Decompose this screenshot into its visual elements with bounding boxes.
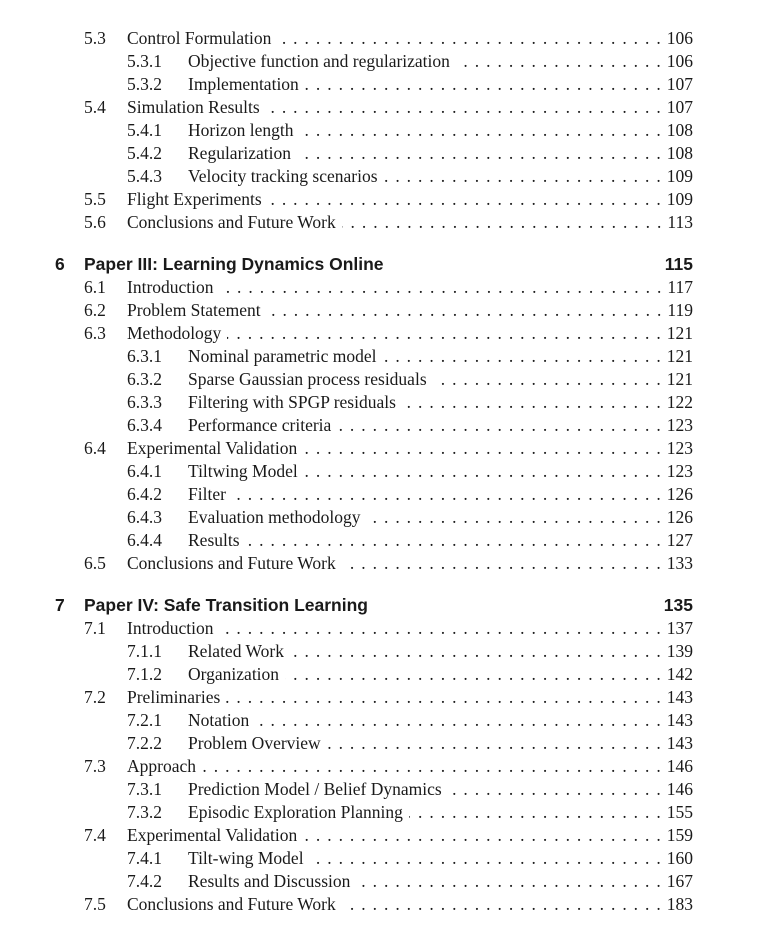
entry-page-number: 108 [666, 120, 693, 140]
entry-number: 7.3.2 [127, 802, 162, 822]
toc-entry[interactable] [0, 552, 781, 575]
entry-title: Evaluation methodology [188, 507, 361, 527]
dot-leader [303, 437, 660, 460]
entry-title: Control Formulation [127, 28, 272, 48]
toc-entry[interactable] [0, 391, 781, 414]
entry-number: 6.5 [84, 553, 106, 573]
dot-leader [342, 211, 662, 234]
entry-page-number: 113 [667, 212, 693, 232]
entry-number: 6.2 [84, 300, 106, 320]
dot-leader [433, 368, 661, 391]
dot-leader [202, 755, 661, 778]
entry-number: 6.3.4 [127, 415, 162, 435]
dot-leader [277, 27, 660, 50]
toc-entry[interactable] [0, 27, 781, 50]
toc-entry[interactable] [0, 188, 781, 211]
toc-entry[interactable] [0, 847, 781, 870]
entry-page-number: 121 [666, 346, 693, 366]
dot-leader [220, 276, 662, 299]
toc-chapter-entry[interactable] [0, 253, 781, 276]
toc-entry[interactable] [0, 119, 781, 142]
toc-entry[interactable] [0, 824, 781, 847]
entry-title: Implementation [188, 74, 299, 94]
dot-leader [402, 391, 661, 414]
toc-entry[interactable] [0, 437, 781, 460]
dot-leader [268, 188, 661, 211]
entry-number: 6.4.2 [127, 484, 162, 504]
entry-number: 6 [55, 254, 65, 274]
entry-title: Sparse Gaussian process residuals [188, 369, 427, 389]
entry-title: Related Work [188, 641, 284, 661]
dot-leader [290, 640, 661, 663]
entry-page-number: 146 [666, 756, 693, 776]
toc-entry[interactable] [0, 276, 781, 299]
entry-page-number: 123 [666, 461, 693, 481]
dot-leader [383, 345, 661, 368]
dot-leader [226, 686, 660, 709]
entry-page-number: 106 [666, 28, 693, 48]
entry-title: Results and Discussion [188, 871, 351, 891]
toc-entry[interactable] [0, 368, 781, 391]
dot-leader [255, 709, 661, 732]
toc-entry[interactable] [0, 801, 781, 824]
entry-title: Regularization [188, 143, 292, 163]
entry-page-number: 183 [666, 894, 693, 914]
toc-entry[interactable] [0, 870, 781, 893]
entry-number: 7.1.1 [127, 641, 162, 661]
toc-entry[interactable] [0, 322, 781, 345]
entry-title: Horizon length [188, 120, 294, 140]
toc-entry[interactable] [0, 414, 781, 437]
entry-number: 7.4.2 [127, 871, 162, 891]
entry-number: 5.3.2 [127, 74, 162, 94]
entry-number: 7.1.2 [127, 664, 162, 684]
entry-number: 6.1 [84, 277, 106, 297]
entry-title: Introduction [127, 618, 214, 638]
entry-title: Velocity tracking scenarios [188, 166, 378, 186]
entry-page-number: 107 [666, 74, 693, 94]
entry-page-number: 143 [666, 687, 693, 707]
entry-page-number: 109 [666, 166, 693, 186]
dot-leader [384, 165, 661, 188]
entry-title: Tilt-wing Model [188, 848, 304, 868]
entry-page-number: 109 [666, 189, 693, 209]
toc-entry[interactable] [0, 506, 781, 529]
entry-page-number: 155 [666, 802, 693, 822]
entry-title: Problem Statement [127, 300, 261, 320]
entry-title: Methodology [127, 323, 222, 343]
dot-leader [297, 142, 661, 165]
entry-page-number: 137 [666, 618, 693, 638]
entry-number: 7.2 [84, 687, 106, 707]
entry-page-number: 133 [666, 553, 693, 573]
entry-title: Approach [127, 756, 197, 776]
entry-title: Introduction [127, 277, 214, 297]
toc-entry[interactable] [0, 50, 781, 73]
entry-title: Performance criteria [188, 415, 332, 435]
entry-number: 6.4.4 [127, 530, 162, 550]
entry-page-number: 119 [667, 300, 693, 320]
entry-title: Objective function and regularization [188, 51, 450, 71]
entry-title: Episodic Exploration Planning [188, 802, 403, 822]
entry-page-number: 122 [666, 392, 693, 412]
entry-number: 6.4.1 [127, 461, 162, 481]
entry-page-number: 106 [666, 51, 693, 71]
dot-leader [327, 732, 661, 755]
entry-page-number: 160 [666, 848, 693, 868]
toc-entry[interactable] [0, 165, 781, 188]
toc-entry[interactable] [0, 73, 781, 96]
entry-number: 7.3 [84, 756, 106, 776]
entry-title: Tiltwing Model [188, 461, 298, 481]
entry-page-number: 139 [666, 641, 693, 661]
dot-leader [232, 483, 661, 506]
entry-number: 6.3.3 [127, 392, 162, 412]
dot-leader [342, 552, 661, 575]
toc-entry[interactable] [0, 299, 781, 322]
entry-number: 6.4.3 [127, 507, 162, 527]
entry-title: Filter [188, 484, 226, 504]
dot-leader [356, 870, 660, 893]
entry-title: Notation [188, 710, 250, 730]
entry-page-number: 115 [664, 254, 693, 274]
entry-page-number: 142 [666, 664, 693, 684]
entry-number: 6.3 [84, 323, 106, 343]
entry-number: 5.4.2 [127, 143, 162, 163]
entry-number: 7.2.2 [127, 733, 162, 753]
entry-title: Prediction Model / Belief Dynamics [188, 779, 442, 799]
dot-leader [337, 414, 660, 437]
entry-number: 7.3.1 [127, 779, 162, 799]
entry-page-number: 123 [666, 438, 693, 458]
entry-title: Organization [188, 664, 280, 684]
entry-number: 5.6 [84, 212, 106, 232]
dot-leader [448, 778, 661, 801]
dot-leader [456, 50, 661, 73]
entry-title: Conclusions and Future Work [127, 553, 336, 573]
dot-leader [299, 119, 660, 142]
entry-title: Filtering with SPGP residuals [188, 392, 396, 412]
entry-page-number: 135 [663, 595, 693, 615]
toc-entry[interactable] [0, 483, 781, 506]
entry-page-number: 123 [666, 415, 693, 435]
dot-leader [227, 322, 660, 345]
entry-title: Experimental Validation [127, 825, 298, 845]
toc-entry[interactable] [0, 529, 781, 552]
toc-entry[interactable] [0, 617, 781, 640]
entry-title: Paper IV: Safe Transition Learning [84, 595, 368, 615]
entry-page-number: 126 [666, 507, 693, 527]
entry-title: Conclusions and Future Work [127, 212, 336, 232]
entry-number: 5.4.3 [127, 166, 162, 186]
entry-page-number: 127 [666, 530, 693, 550]
dot-leader [267, 299, 662, 322]
entry-number: 6.3.1 [127, 346, 162, 366]
toc-entry[interactable] [0, 778, 781, 801]
entry-number: 7.5 [84, 894, 106, 914]
entry-number: 5.5 [84, 189, 106, 209]
entry-number: 6.3.2 [127, 369, 162, 389]
entry-page-number: 126 [666, 484, 693, 504]
dot-leader [246, 529, 661, 552]
entry-page-number: 121 [666, 369, 693, 389]
entry-number: 5.3 [84, 28, 106, 48]
toc-entry[interactable] [0, 893, 781, 916]
entry-title: Flight Experiments [127, 189, 262, 209]
toc-chapter-entry[interactable] [0, 594, 781, 617]
entry-title: Simulation Results [127, 97, 260, 117]
entry-number: 7.1 [84, 618, 106, 638]
dot-leader [303, 824, 660, 847]
entry-title: Experimental Validation [127, 438, 298, 458]
entry-title: Preliminaries [127, 687, 221, 707]
entry-page-number: 143 [666, 710, 693, 730]
entry-page-number: 108 [666, 143, 693, 163]
entry-number: 5.3.1 [127, 51, 162, 71]
entry-title: Nominal parametric model [188, 346, 377, 366]
toc-entry[interactable] [0, 142, 781, 165]
entry-page-number: 143 [666, 733, 693, 753]
entry-number: 6.4 [84, 438, 106, 458]
toc-entry[interactable] [0, 460, 781, 483]
dot-leader [367, 506, 661, 529]
dot-leader [342, 893, 661, 916]
toc-entry[interactable] [0, 686, 781, 709]
toc-entry[interactable] [0, 732, 781, 755]
dot-leader [310, 847, 661, 870]
toc-entry[interactable] [0, 211, 781, 234]
entry-page-number: 159 [666, 825, 693, 845]
entry-page-number: 121 [666, 323, 693, 343]
entry-title: Conclusions and Future Work [127, 894, 336, 914]
dot-leader [304, 460, 661, 483]
toc-entry[interactable] [0, 663, 781, 686]
entry-number: 7.4.1 [127, 848, 162, 868]
dot-leader [266, 96, 661, 119]
entry-number: 7 [55, 595, 65, 615]
toc-entry[interactable] [0, 640, 781, 663]
entry-page-number: 117 [667, 277, 693, 297]
entry-number: 7.4 [84, 825, 106, 845]
toc-entry[interactable] [0, 755, 781, 778]
entry-page-number: 146 [666, 779, 693, 799]
entry-number: 5.4.1 [127, 120, 162, 140]
dot-leader [305, 73, 661, 96]
dot-leader [285, 663, 661, 686]
entry-page-number: 107 [666, 97, 693, 117]
toc-entry[interactable] [0, 345, 781, 368]
entry-page-number: 167 [666, 871, 693, 891]
dot-leader [220, 617, 661, 640]
entry-number: 5.4 [84, 97, 106, 117]
entry-title: Problem Overview [188, 733, 321, 753]
dot-leader [409, 801, 661, 824]
toc-entry[interactable] [0, 709, 781, 732]
entry-title: Paper III: Learning Dynamics Online [84, 254, 384, 274]
entry-number: 7.2.1 [127, 710, 162, 730]
entry-title: Results [188, 530, 240, 550]
toc-entry[interactable] [0, 96, 781, 119]
